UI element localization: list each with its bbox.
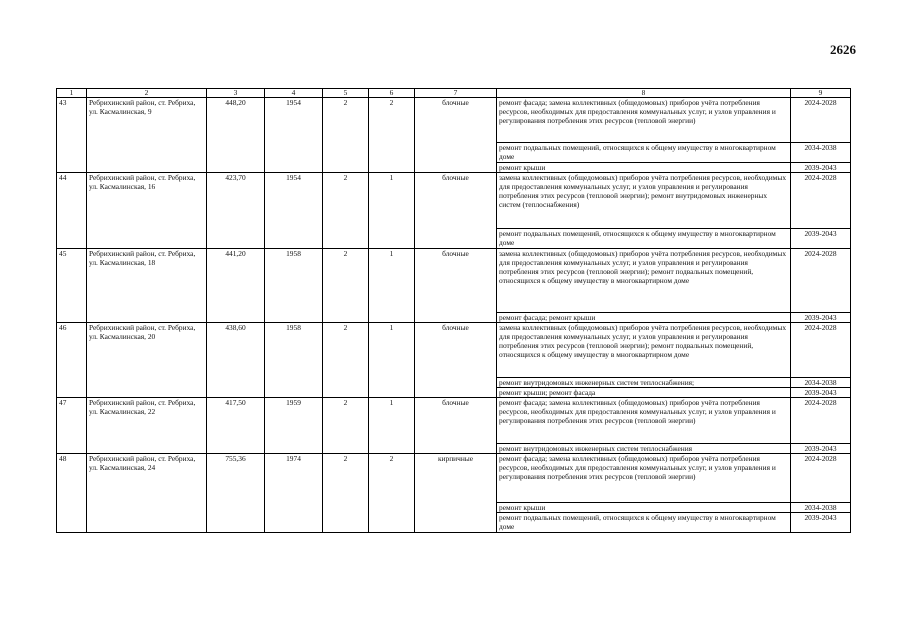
works-cell: ремонт фасада; замена коллективных (общедомовых) приборов учёта потребления ресурсов, необходимых для предоставления коммунальных услуг, и узлов управления и регулирования потребления этих ресурсов (тепловой энергии): [497, 454, 791, 503]
year-cell: 1974: [265, 454, 323, 533]
entrances-cell: 2: [369, 454, 415, 533]
period-cell: 2034-2038: [791, 143, 851, 163]
period-cell: 2039-2043: [791, 444, 851, 454]
material-cell: блочные: [415, 323, 497, 398]
column-number-row: [57, 89, 851, 98]
period-cell: 2039-2043: [791, 163, 851, 173]
works-cell: ремонт подвальных помещений, относящихся к общему имуществу в многоквартирном доме: [497, 143, 791, 163]
floors-cell: 2: [323, 98, 369, 173]
period-cell: 2034-2038: [791, 378, 851, 388]
material-cell: блочные: [415, 249, 497, 323]
table-row: [57, 173, 851, 229]
floors-cell: 2: [323, 398, 369, 454]
period-cell: 2024-2028: [791, 249, 851, 313]
area-cell: 438,60: [207, 323, 265, 398]
works-cell: ремонт фасада; замена коллективных (общедомовых) приборов учёта потребления ресурсов, необходимых для предоставления коммунальных услуг, и узлов управления и регулирования потребления этих ресурсов (тепловой энергии): [497, 98, 791, 143]
address-cell: Ребрихинский район, ст. Ребриха, ул. Касмалинская, 24: [87, 454, 207, 533]
period-cell: 2039-2043: [791, 388, 851, 398]
address-cell: Ребрихинский район, ст. Ребриха, ул. Касмалинская, 20: [87, 323, 207, 398]
column-number: 2: [87, 89, 207, 98]
works-cell: замена коллективных (общедомовых) приборов учёта потребления ресурсов, необходимых для предоставления коммунальных услуг, и узлов управления и регулирования потребления этих ресурсов (тепловой энергии); ремонт подвальных помещений, относящихся к общему имуществу в многоквартирном доме: [497, 323, 791, 378]
entrances-cell: 1: [369, 173, 415, 249]
area-cell: 417,50: [207, 398, 265, 454]
works-cell: ремонт подвальных помещений, относящихся к общему имуществу в многоквартирном доме: [497, 229, 791, 249]
floors-cell: 2: [323, 173, 369, 249]
row-number: 48: [57, 454, 87, 533]
floors-cell: 2: [323, 249, 369, 323]
area-cell: 755,36: [207, 454, 265, 533]
year-cell: 1954: [265, 98, 323, 173]
entrances-cell: 1: [369, 398, 415, 454]
row-number: 47: [57, 398, 87, 454]
material-cell: блочные: [415, 398, 497, 454]
material-cell: блочные: [415, 98, 497, 173]
column-number: 1: [57, 89, 87, 98]
period-cell: 2024-2028: [791, 98, 851, 143]
floors-cell: 2: [323, 323, 369, 398]
floors-cell: 2: [323, 454, 369, 533]
works-cell: замена коллективных (общедомовых) приборов учёта потребления ресурсов, необходимых для предоставления коммунальных услуг, и узлов управления и регулирования потребления этих ресурсов (тепловой энергии); ремонт внутридомовых инженерных систем (теплоснабжения): [497, 173, 791, 229]
column-number: 3: [207, 89, 265, 98]
page-number: 2626: [830, 42, 856, 57]
period-cell: 2039-2043: [791, 229, 851, 249]
row-number: 45: [57, 249, 87, 323]
column-number: 4: [265, 89, 323, 98]
address-cell: Ребрихинский район, ст. Ребриха, ул. Касмалинская, 22: [87, 398, 207, 454]
year-cell: 1954: [265, 173, 323, 249]
works-cell: ремонт крыши: [497, 163, 791, 173]
area-cell: 441,20: [207, 249, 265, 323]
address-cell: Ребрихинский район, ст. Ребриха, ул. Касмалинская, 9: [87, 98, 207, 173]
table-row: [57, 454, 851, 503]
year-cell: 1958: [265, 323, 323, 398]
table-row: [57, 398, 851, 444]
row-number: 43: [57, 98, 87, 173]
period-cell: 2024-2028: [791, 454, 851, 503]
address-cell: Ребрихинский район, ст. Ребриха, ул. Касмалинская, 16: [87, 173, 207, 249]
table-row: [57, 249, 851, 313]
works-cell: ремонт фасада; ремонт крыши: [497, 313, 791, 323]
period-cell: 2039-2043: [791, 313, 851, 323]
works-cell: ремонт крыши; ремонт фасада: [497, 388, 791, 398]
table-row: [57, 323, 851, 378]
period-cell: 2024-2028: [791, 398, 851, 444]
works-cell: ремонт внутридомовых инженерных систем теплоснабжения: [497, 444, 791, 454]
material-cell: кирпичные: [415, 454, 497, 533]
year-cell: 1958: [265, 249, 323, 323]
address-cell: Ребрихинский район, ст. Ребриха, ул. Касмалинская, 18: [87, 249, 207, 323]
table-row: [57, 98, 851, 143]
period-cell: 2024-2028: [791, 323, 851, 378]
works-cell: ремонт фасада; замена коллективных (общедомовых) приборов учёта потребления ресурсов, необходимых для предоставления коммунальных услуг, и узлов управления и регулирования потребления этих ресурсов (тепловой энергии): [497, 398, 791, 444]
period-cell: 2039-2043: [791, 513, 851, 533]
row-number: 44: [57, 173, 87, 249]
entrances-cell: 2: [369, 98, 415, 173]
capital-repair-table: [56, 88, 851, 533]
column-number: 9: [791, 89, 851, 98]
column-number: 6: [369, 89, 415, 98]
works-cell: ремонт внутридомовых инженерных систем теплоснабжения;: [497, 378, 791, 388]
works-cell: замена коллективных (общедомовых) приборов учёта потребления ресурсов, необходимых для предоставления коммунальных услуг, и узлов управления и регулирования потребления этих ресурсов (тепловой энергии); ремонт подвальных помещений, относящихся к общему имуществу в многоквартирном доме: [497, 249, 791, 313]
area-cell: 423,70: [207, 173, 265, 249]
entrances-cell: 1: [369, 249, 415, 323]
column-number: 8: [497, 89, 791, 98]
row-number: 46: [57, 323, 87, 398]
column-number: 5: [323, 89, 369, 98]
works-cell: ремонт подвальных помещений, относящихся к общему имуществу в многоквартирном доме: [497, 513, 791, 533]
year-cell: 1959: [265, 398, 323, 454]
column-number: 7: [415, 89, 497, 98]
material-cell: блочные: [415, 173, 497, 249]
period-cell: 2034-2038: [791, 503, 851, 513]
works-cell: ремонт крыши: [497, 503, 791, 513]
entrances-cell: 1: [369, 323, 415, 398]
period-cell: 2024-2028: [791, 173, 851, 229]
area-cell: 448,20: [207, 98, 265, 173]
